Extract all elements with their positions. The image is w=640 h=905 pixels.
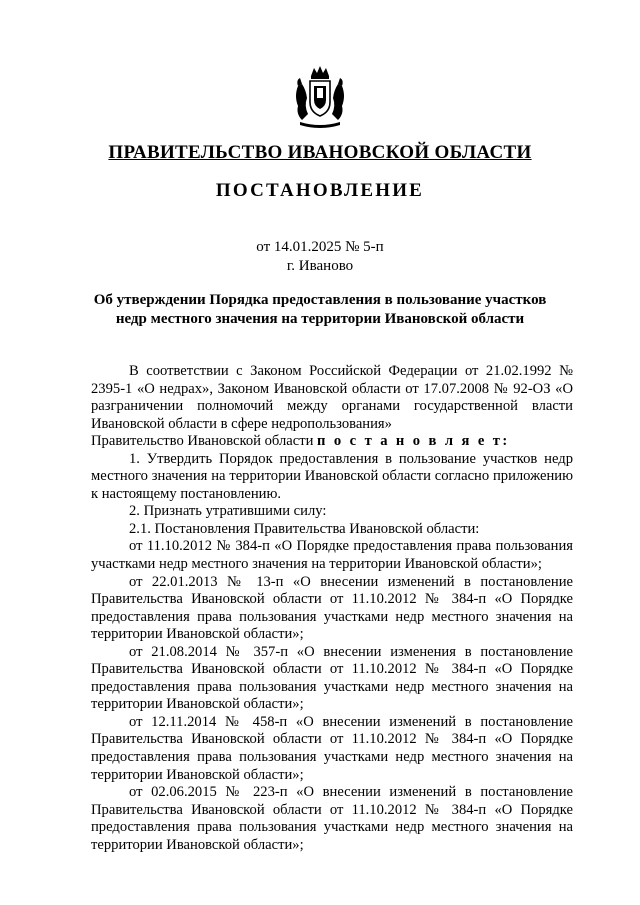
preamble-text: В соответствии с Законом Российской Федерации от 21.02.1992 № 2395-1 «О недрах», Законом Ивановской области от 17.07.2008 № 92-ОЗ «О разграничении полномочий между органами государственной власти Ивановской области в сфере недропользования» (91, 363, 573, 432)
government-title: ПРАВИТЕЛЬСТВО ИВАНОВСКОЙ ОБЛАСТИ (108, 142, 532, 163)
list-item: 1. Утвердить Порядок предоставления в пользование участков недр местного значения на территории Ивановской области согласно приложению к настоящему постановлению. (91, 450, 573, 502)
date-number: от 14.01.2025 № 5-п (256, 239, 384, 255)
list-item: от 22.01.2013 № 13-п «О внесении изменений в постановление Правительства Ивановской области от 11.10.2012 № 384-п «О Порядке предоставления права пользования участками недр местного значения на территории Ивановской области»; (91, 573, 573, 643)
city: г. Иваново (286, 258, 354, 274)
list-item: 2.1. Постановления Правительства Ивановской области: (129, 520, 480, 537)
list-item: от 11.10.2012 № 384-п «О Порядке предоставления права пользования участками недр местного значения на территории Ивановской области»; (91, 538, 573, 573)
decree-lead: Правительство Ивановской области (91, 433, 314, 450)
decree-word: п о с т а н о в л я е т: (317, 433, 510, 450)
subject-line: Об утверждении Порядка предоставления в пользование участков (93, 292, 547, 308)
document-meta (0, 238, 640, 276)
document-subject (80, 291, 560, 329)
document-body (91, 363, 573, 854)
preamble-paragraph (91, 363, 573, 433)
list-item: от 21.08.2014 № 357-п «О внесении изменения в постановление Правительства Ивановской области от 11.10.2012 № 384-п «О Порядке предоставления права пользования участками недр местного значения на территории Ивановской области»; (91, 643, 573, 713)
coat-of-arms-icon (290, 62, 350, 132)
document-type: ПОСТАНОВЛЕНИЕ (215, 180, 425, 201)
list-item: от 02.06.2015 № 223-п «О внесении изменений в постановление Правительства Ивановской области от 11.10.2012 № 384-п «О Порядке предоставления права пользования участками недр местного значения на территории Ивановской области»; (91, 784, 573, 853)
list-item: от 12.11.2014 № 458-п «О внесении изменений в постановление Правительства Ивановской области от 11.10.2012 № 384-п «О Порядке предоставления права пользования участками недр местного значения на территории Ивановской области»; (91, 713, 573, 783)
decree-line (91, 433, 573, 451)
list-item: 2. Признать утратившими силу: (129, 503, 327, 520)
subject-line: недр местного значения на территории Ивановской области (115, 311, 525, 327)
